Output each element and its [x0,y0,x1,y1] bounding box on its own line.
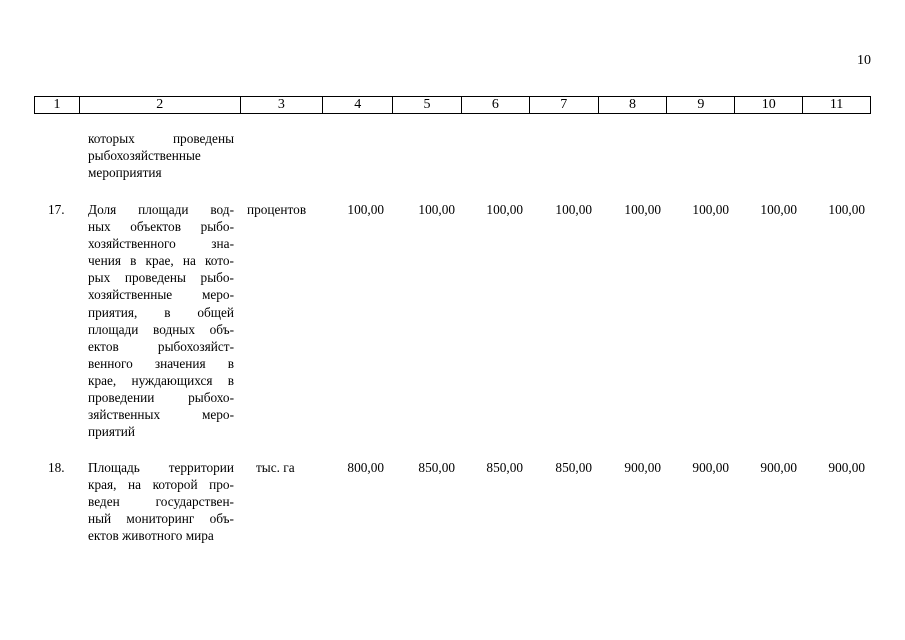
value-col-6: 850,00 [486,460,523,475]
name-line: приятия, в общей [88,304,234,320]
value-col-7: 100,00 [555,202,592,217]
value-col-7: 850,00 [555,460,592,475]
name-line: рых проведены рыбо- [88,270,234,286]
header-col-11: 11 [829,97,844,112]
name-line: хозяйственного зна- [88,236,234,252]
value-col-11: 900,00 [828,460,865,475]
value-col-5: 100,00 [418,202,455,217]
header-col-5: 5 [393,97,462,113]
value-col-4: 800,00 [347,460,384,475]
unit: тыс. га [256,460,295,475]
value-col-8: 900,00 [624,460,661,475]
value-col-5: 850,00 [418,460,455,475]
continuation-line: которых проведены [88,131,234,146]
value-col-10: 900,00 [760,460,797,475]
table-header [34,96,871,114]
continuation-text [88,130,234,181]
indicator-name [88,201,234,440]
value-col-4: 100,00 [347,202,384,217]
name-line: зяйственных меро- [88,407,234,423]
header-col-10: 10 [735,97,803,113]
name-line: чения в крае, на кото- [88,253,234,269]
name-line: веден государствен- [88,494,234,510]
value-col-6: 100,00 [486,202,523,217]
header-col-8: 8 [599,97,668,113]
continuation-line: рыбохозяйственные [88,148,201,164]
row-number: 17. [48,202,65,217]
header-col-7: 7 [530,97,599,113]
header-col-1: 1 [35,97,80,113]
value-col-9: 100,00 [692,202,729,217]
continuation-line: мероприятия [88,165,162,181]
name-line: приятий [88,424,136,440]
name-line: хозяйственные меро- [88,287,234,303]
header-col-4: 4 [323,97,393,113]
header-col-3: 3 [241,97,324,113]
header-col-2: 2 [80,97,241,113]
name-line: венного значения в [88,355,234,371]
page-number: 10 [857,53,871,68]
name-line: крае, нуждающихся в [88,372,234,388]
name-line: проведении рыбохо- [88,390,234,406]
unit: процентов [247,202,307,217]
value-col-8: 100,00 [624,202,661,217]
name-line: ектов животного мира [88,528,214,544]
name-line: ектов рыбохозяйст- [88,338,234,354]
name-line: Площадь территории [88,460,234,475]
header-col-6: 6 [462,97,530,113]
value-col-9: 900,00 [692,460,729,475]
name-line: Доля площади вод- [88,202,234,217]
indicator-name [88,459,234,544]
name-line: ных объектов рыбо- [88,219,234,235]
value-col-10: 100,00 [760,202,797,217]
name-line: ный мониторинг объ- [88,511,234,527]
value-col-11: 100,00 [828,202,865,217]
row-number: 18. [48,460,65,475]
name-line: площади водных объ- [88,321,234,337]
name-line: края, на которой про- [88,477,234,493]
header-col-9: 9 [667,97,735,113]
